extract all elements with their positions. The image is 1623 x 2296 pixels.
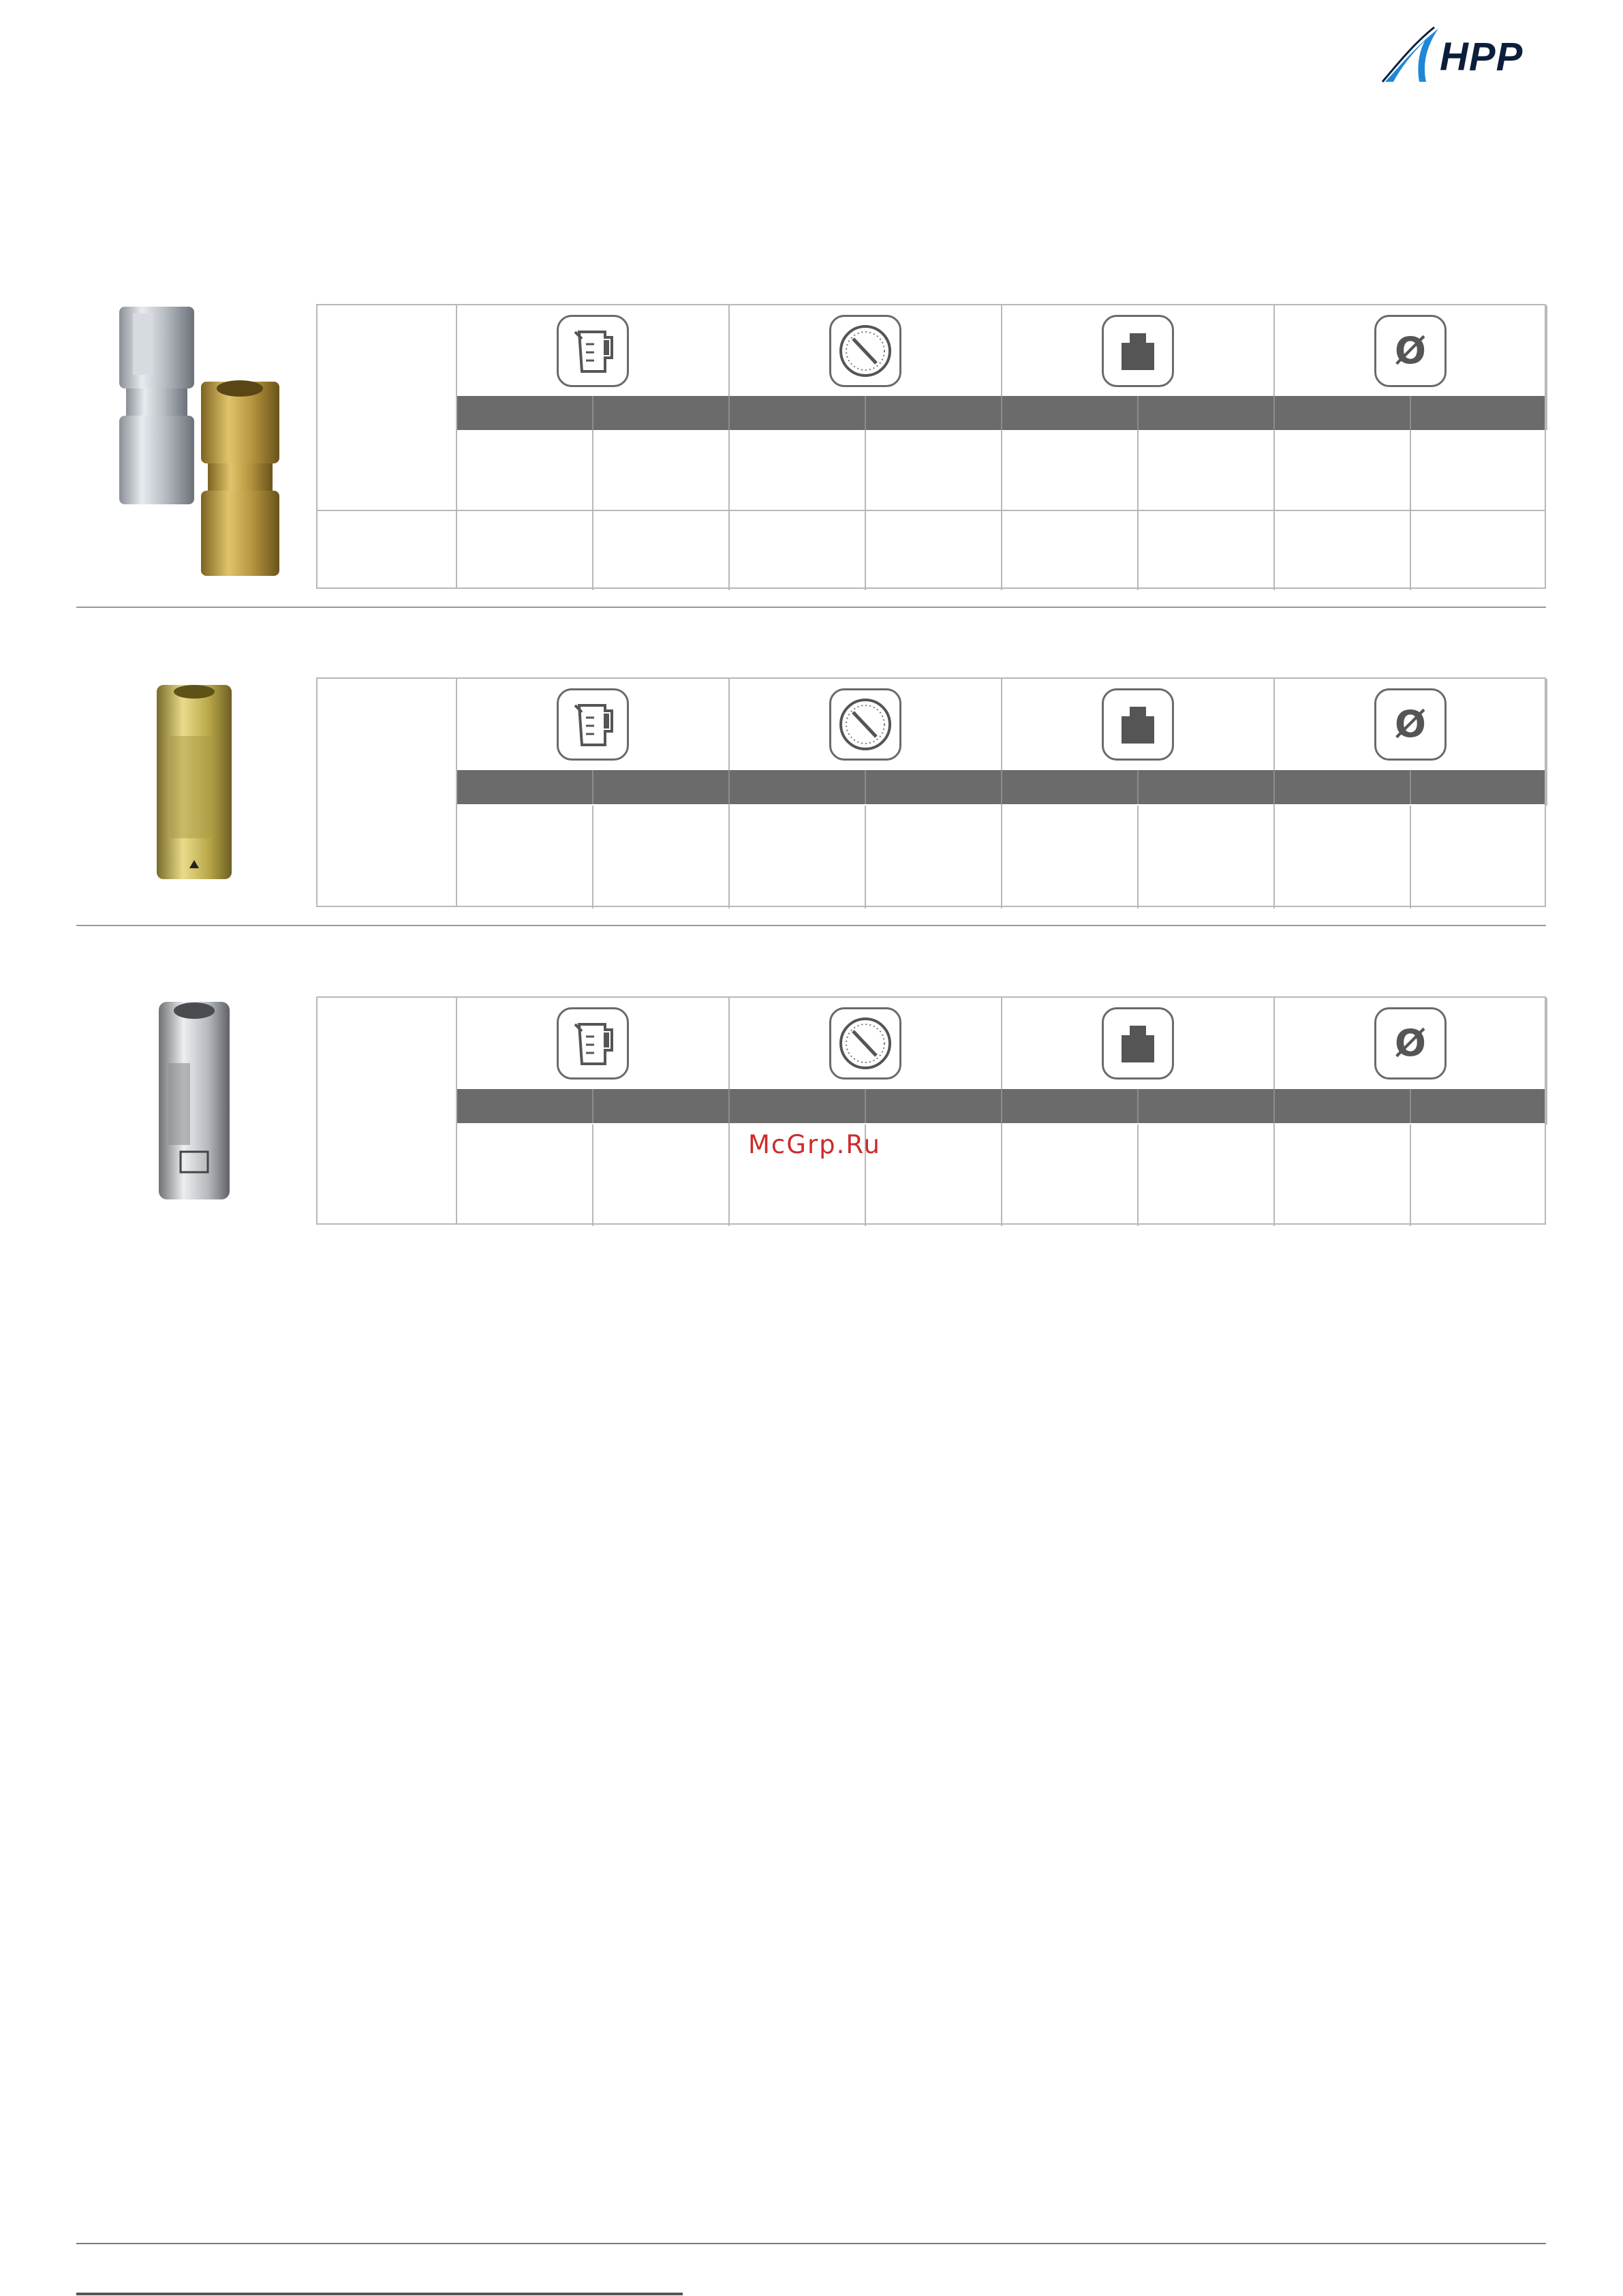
- footer-bar: [76, 2293, 683, 2295]
- brand-logo-text: HPP: [1440, 35, 1524, 79]
- pressure-gauge-icon: [829, 1007, 901, 1080]
- product-image-1: [92, 300, 296, 579]
- weight-icon: [1102, 315, 1174, 387]
- jug-icon: [557, 315, 629, 387]
- watermark: McGrp.Ru: [748, 1130, 881, 1159]
- diameter-icon: [1374, 315, 1447, 387]
- pressure-gauge-icon: [829, 688, 901, 761]
- footer-divider: [76, 2243, 1546, 2244]
- section-divider: [76, 607, 1546, 608]
- spec-label-column: [318, 305, 457, 587]
- jug-icon: [557, 1007, 629, 1080]
- product-image-2: [143, 682, 245, 883]
- weight-icon: [1102, 1007, 1174, 1080]
- pressure-gauge-icon: [829, 315, 901, 387]
- diameter-icon: [1374, 688, 1447, 761]
- brand-logo: [1380, 25, 1547, 86]
- section-divider: [76, 925, 1546, 926]
- spec-table-3: [316, 996, 1546, 1225]
- diameter-icon: [1374, 1007, 1447, 1080]
- spec-header-bar: [457, 1089, 1545, 1123]
- weight-icon: [1102, 688, 1174, 761]
- spec-table-1: [316, 304, 1546, 589]
- diameter-symbol: Ø: [1395, 1022, 1426, 1065]
- product-image-3: [146, 998, 242, 1203]
- jug-icon: [557, 688, 629, 761]
- spec-label-column: [318, 679, 457, 906]
- spec-table-2: [316, 677, 1546, 907]
- hpp-swoosh-icon: [1380, 25, 1448, 86]
- diameter-symbol: Ø: [1395, 329, 1426, 372]
- spec-header-bar: [457, 770, 1545, 804]
- diameter-symbol: Ø: [1395, 703, 1426, 746]
- spec-label-column: [318, 998, 457, 1223]
- spec-header-bar: [457, 396, 1545, 430]
